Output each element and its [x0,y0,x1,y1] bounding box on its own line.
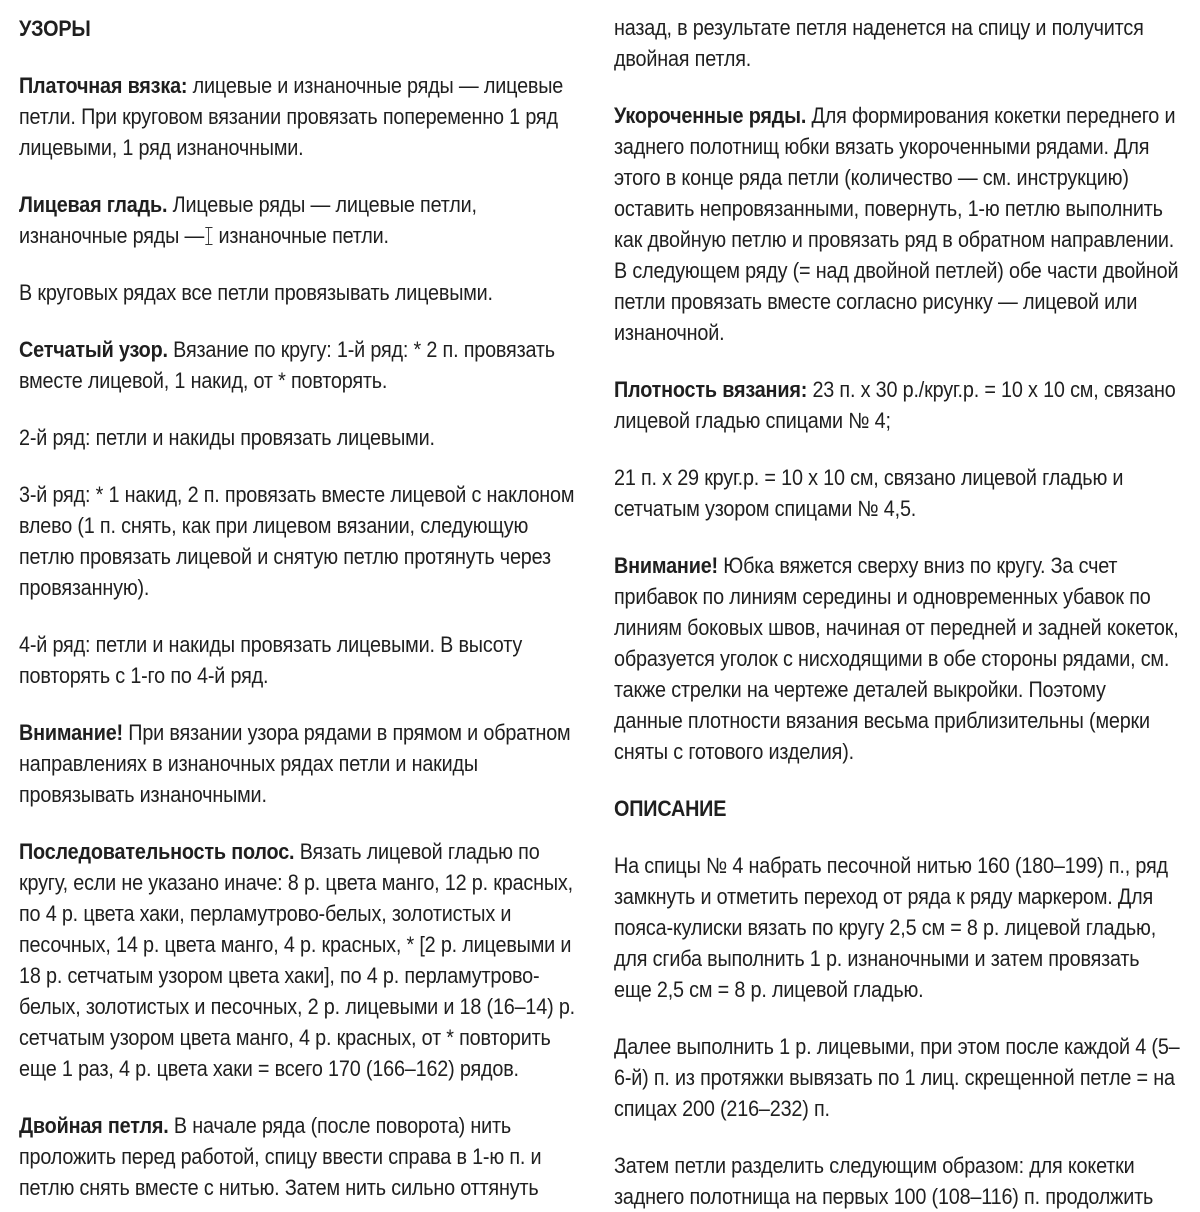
spacer [19,691,584,717]
text: Для формирования кокетки переднего и [811,103,1176,128]
text: Юбка вяжется сверху вниз по кругу. За счет [723,553,1118,578]
text: влево (1 п. снять, как при лицевом вязании, следующую [19,513,529,538]
garter-stitch-title: Платочная вязка: [19,73,188,98]
text: по 4 р. цвета хаки, перламутрово-белых, золотистых и [19,901,512,926]
paragraph-row-3 [19,479,583,603]
text: лицевой гладью спицами № 4; [614,408,891,433]
text: 3-й ряд: * 1 накид, 2 п. провязать вместе лицевой с наклоном [19,482,575,507]
text: лицевые и изнаночные ряды — лицевые [192,73,564,98]
spacer [614,1124,1189,1150]
text: сняты с готового изделия). [614,739,854,764]
spacer [19,396,584,422]
paragraph-stripe-sequence [19,836,583,1084]
text: 21 п. х 29 круг.р. = 10 х 10 см, связано лицевой гладью и [614,465,1124,490]
text: этого в конце ряда петли (количество — см. инструкцию) [614,165,1129,190]
text: линиям боковых швов, начиная от передней и задней кокеток, [614,615,1179,640]
text: вместе лицевой, 1 накид, от * повторять. [19,368,388,393]
mesh-pattern-title: Сетчатый узор. [19,337,168,362]
text: петли. При круговом вязании провязать попеременно 1 ряд [19,104,558,129]
description-heading: ОПИСАНИЕ [614,796,727,821]
paragraph-gauge-2 [614,462,1188,524]
gauge-title: Плотность вязания: [614,377,808,402]
spacer [614,74,1189,100]
attention-title: Внимание! [19,720,123,745]
text: Лицевые ряды — лицевые петли, [172,192,477,217]
text: Вязание по кругу: 1-й ряд: * 2 п. провязать [173,337,555,362]
text: назад, в результате петля наденется на спицу и получится [614,15,1144,40]
short-rows-title: Укороченные ряды. [614,103,807,128]
text: В начале ряда (после поворота) нить [173,1113,512,1138]
text: песочных, 14 р. цвета манго, 4 р. красных, * [2 р. лицевыми и [19,932,572,957]
spacer [19,603,584,629]
text: сетчатым узором цвета манго, 4 р. красных, от * повторить [19,1025,551,1050]
stockinette-title: Лицевая гладь. [19,192,168,217]
text: 6-й) п. из протяжки вывязать по 1 лиц. скрещенной петле = на [614,1065,1175,1090]
text: спицах 200 (216–232) п. [614,1096,830,1121]
text: 23 п. х 30 р./круг.р. = 10 х 10 см, связано [812,377,1176,402]
text: Далее выполнить 1 р. лицевыми, при этом после каждой 4 (5– [614,1034,1180,1059]
right-column [614,0,1189,1212]
paragraph-description-1 [614,850,1188,1005]
paragraph-garter-stitch [19,70,583,163]
double-stitch-title: Двойная петля. [19,1113,169,1138]
text: провязывать изнаночными. [19,782,267,807]
stripe-sequence-title: Последовательность полос. [19,839,295,864]
text: повторять с 1-го по 4-й ряд. [19,663,269,688]
text: При вязании узора рядами в прямом и обратном [128,720,571,745]
spacer [19,163,584,189]
paragraph-gauge [614,374,1188,436]
paragraph-attention-2 [614,550,1188,767]
text: еще 1 раз, 4 р. цвета хаки = всего 170 (166–162) рядов. [19,1056,519,1081]
text: петлю провязать лицевой и снятую петлю протянуть через [19,544,551,569]
spacer [19,44,584,70]
text: 18 р. сетчатым узором цвета хаки], по 4 р. перламутрово- [19,963,540,988]
text: В круговых рядах все петли провязывать лицевыми. [19,280,493,305]
text: провязанную). [19,575,150,600]
paragraph-description-2 [614,1031,1188,1124]
text: замкнуть и отметить переход от ряда к ряду маркером. Для [614,884,1154,909]
paragraph-attention-1 [19,717,583,810]
spacer [19,308,584,334]
text: для сгиба выполнить 1 р. изнаночными и затем провязать [614,946,1140,971]
text: 4-й ряд: петли и накиды провязать лицевыми. В высоту [19,632,523,657]
text: изнаночной. [614,320,725,345]
text: белых, золотистых и песочных, 2 р. лицевыми и 18 (16–14) р. [19,994,575,1019]
spacer [614,824,1189,850]
spacer [19,453,584,479]
text: двойная петля. [614,46,752,71]
paragraph-description-3 [614,1150,1188,1212]
paragraph-mesh-pattern [19,334,583,396]
text-cursor-icon [204,227,213,245]
text: Затем петли разделить следующим образом: для кокетки [614,1153,1135,1178]
paragraph-row-2 [19,422,583,453]
text: сетчатым узором спицами № 4,5. [614,496,917,521]
spacer [614,348,1189,374]
spacer [19,1084,584,1110]
text: петли провязать вместе согласно рисунку — лицевой или [614,289,1138,314]
text: На спицы № 4 набрать песочной нитью 160 (180–199) п., ряд [614,853,1168,878]
text: изнаночные петли. [218,223,389,248]
text: кругу, если не указано иначе: 8 р. цвета манго, 12 р. красных, [19,870,573,895]
spacer [614,767,1189,793]
text: 2-й ряд: петли и накиды провязать лицевыми. [19,425,435,450]
text: лицевыми, 1 ряд изнаночными. [19,135,304,160]
spacer [19,810,584,836]
paragraph-short-rows [614,100,1188,348]
text: также стрелки на чертеже деталей выкройки. Поэтому [614,677,1106,702]
text: петлю снять вместе с нитью. Затем нить сильно оттянуть [19,1175,539,1200]
spacer [614,524,1189,550]
text: заднего полотнища на первых 100 (108–116) п. продолжить [614,1184,1154,1209]
attention-title: Внимание! [614,553,718,578]
text: данные плотности вязания весьма приблизительны (мерки [614,708,1150,733]
text: прибавок по линиям середины и одновременных убавок по [614,584,1151,609]
text: проложить перед работой, спицу ввести справа в 1-ю п. и [19,1144,542,1169]
paragraph-circular-rows [19,277,583,308]
paragraph-double-stitch-cont [614,12,1188,74]
text: еще 2,5 см = 8 р. лицевой гладью. [614,977,924,1002]
text: пояса-кулиски вязать по кругу 2,5 см = 8 р. лицевой гладью, [614,915,1157,940]
text: В следующем ряду (= над двойной петлей) обе части двойной [614,258,1179,283]
text: оставить непровязанными, повернуть, 1-ю петлю выполнить [614,196,1163,221]
spacer [19,251,584,277]
paragraph-stockinette [19,189,583,251]
left-column [19,0,584,1203]
text: как двойную петлю и провязать ряд в обратном направлении. [614,227,1175,252]
spacer [614,1005,1189,1031]
text: заднего полотнищ юбки вязать укороченными рядами. Для [614,134,1150,159]
paragraph-double-stitch [19,1110,583,1203]
text: Вязать лицевой гладью по [299,839,540,864]
text: образуется уголок с нисходящими в обе стороны рядами, см. [614,646,1170,671]
spacer [614,436,1189,462]
text: направлениях в изнаночных рядах петли и накиды [19,751,478,776]
text: изнаночные ряды — [19,223,205,248]
patterns-heading: УЗОРЫ [19,16,91,41]
paragraph-row-4 [19,629,583,691]
